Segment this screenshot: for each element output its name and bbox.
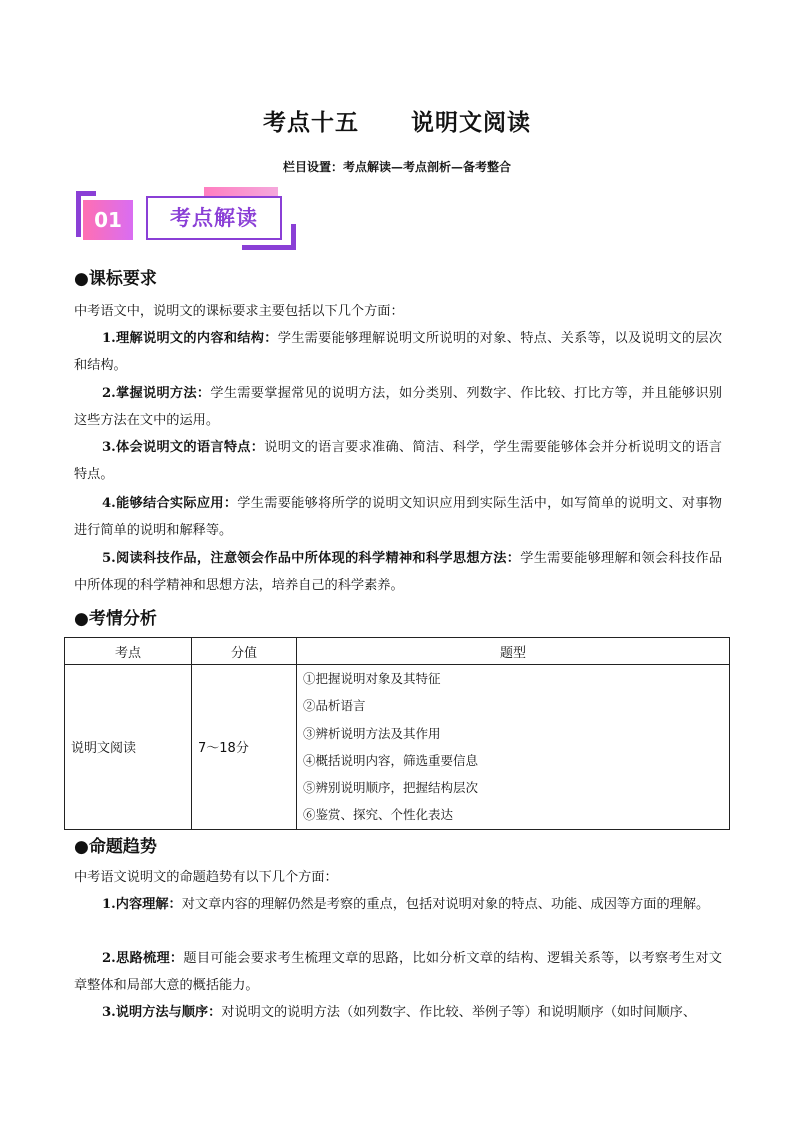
table-header-row xyxy=(65,638,730,665)
trends-intro: 中考语文说明文的命题趋势有以下几个方面： xyxy=(74,870,338,885)
trend-item-3: 3.说明方法与顺序：对说明文的说明方法（如列数字、作比较、举例子等）和说明顺序（如时间顺序、 xyxy=(102,1005,697,1020)
curriculum-item-2: 2.掌握说明方法：学生需要掌握常见的说明方法，如分类别、列数字、作比较、打比方等，并且能够识别这些方法在文中的运用。 xyxy=(74,386,722,428)
column-settings: 栏目设置：考点解读—考点剖析—备考整合 xyxy=(282,160,511,174)
curriculum-item-5: 5.阅读科技作品，注意领会作品中所体现的科学精神和科学思想方法：学生需要能够理解和领会科技作品中所体现的科学精神和思想方法，培养自己的科学素养。 xyxy=(74,551,723,593)
banner-number: 01 xyxy=(83,200,133,240)
cell-score: 7～18分 xyxy=(192,665,297,830)
list-item: ⑤辨别说明顺序，把握结构层次 xyxy=(303,780,479,796)
trend-item-1: 1.内容理解：对文章内容的理解仍然是考察的重点，包括对说明对象的特点、功能、成因等方面的理解。 xyxy=(102,897,710,912)
curriculum-item-4: 4.能够结合实际应用：学生需要能够将所学的说明文知识应用到实际生活中，如写简单的说明文、对事物进行简单的说明和解释等。 xyxy=(74,496,722,538)
title-part1: 考点十五 xyxy=(263,110,359,136)
section-heading-curriculum: ●课标要求 xyxy=(74,269,157,289)
curriculum-item-1: 1.理解说明文的内容和结构：学生需要能够理解说明文所说明的对象、特点、关系等，以及说明文的层次和结构。 xyxy=(74,331,722,373)
table-row xyxy=(65,665,730,830)
header-point: 考点 xyxy=(65,638,192,665)
section-banner xyxy=(72,186,304,252)
section-heading-exam-analysis: ●考情分析 xyxy=(74,609,157,629)
page-title xyxy=(0,104,794,137)
list-item: ③辨析说明方法及其作用 xyxy=(303,725,441,741)
header-score: 分值 xyxy=(192,638,297,665)
trend-item-2: 2.思路梳理：题目可能会要求考生梳理文章的思路，比如分析文章的结构、逻辑关系等，以考察考生对文章整体和局部大意的概括能力。 xyxy=(74,951,722,993)
banner-box xyxy=(146,196,282,240)
list-item: ②品析语言 xyxy=(303,698,366,714)
cell-point: 说明文阅读 xyxy=(65,665,192,830)
curriculum-item-3: 3.体会说明文的语言特点：说明文的语言要求准确、简洁、科学，学生需要能够体会并分析说明文的语言特点。 xyxy=(74,440,722,482)
list-item: ①把握说明对象及其特征 xyxy=(303,671,441,686)
list-item: ④概括说明内容，筛选重要信息 xyxy=(303,752,479,768)
exam-analysis-table xyxy=(64,637,730,830)
title-part2: 说明文阅读 xyxy=(411,110,531,136)
curriculum-intro: 中考语文中，说明文的课标要求主要包括以下几个方面： xyxy=(74,304,404,319)
cell-types xyxy=(297,665,730,830)
banner-label: 考点解读 xyxy=(170,206,258,230)
header-type: 题型 xyxy=(297,638,730,665)
section-heading-trends: ●命题趋势 xyxy=(74,837,157,857)
list-item: ⑥鉴赏、探究、个性化表达 xyxy=(303,807,454,823)
